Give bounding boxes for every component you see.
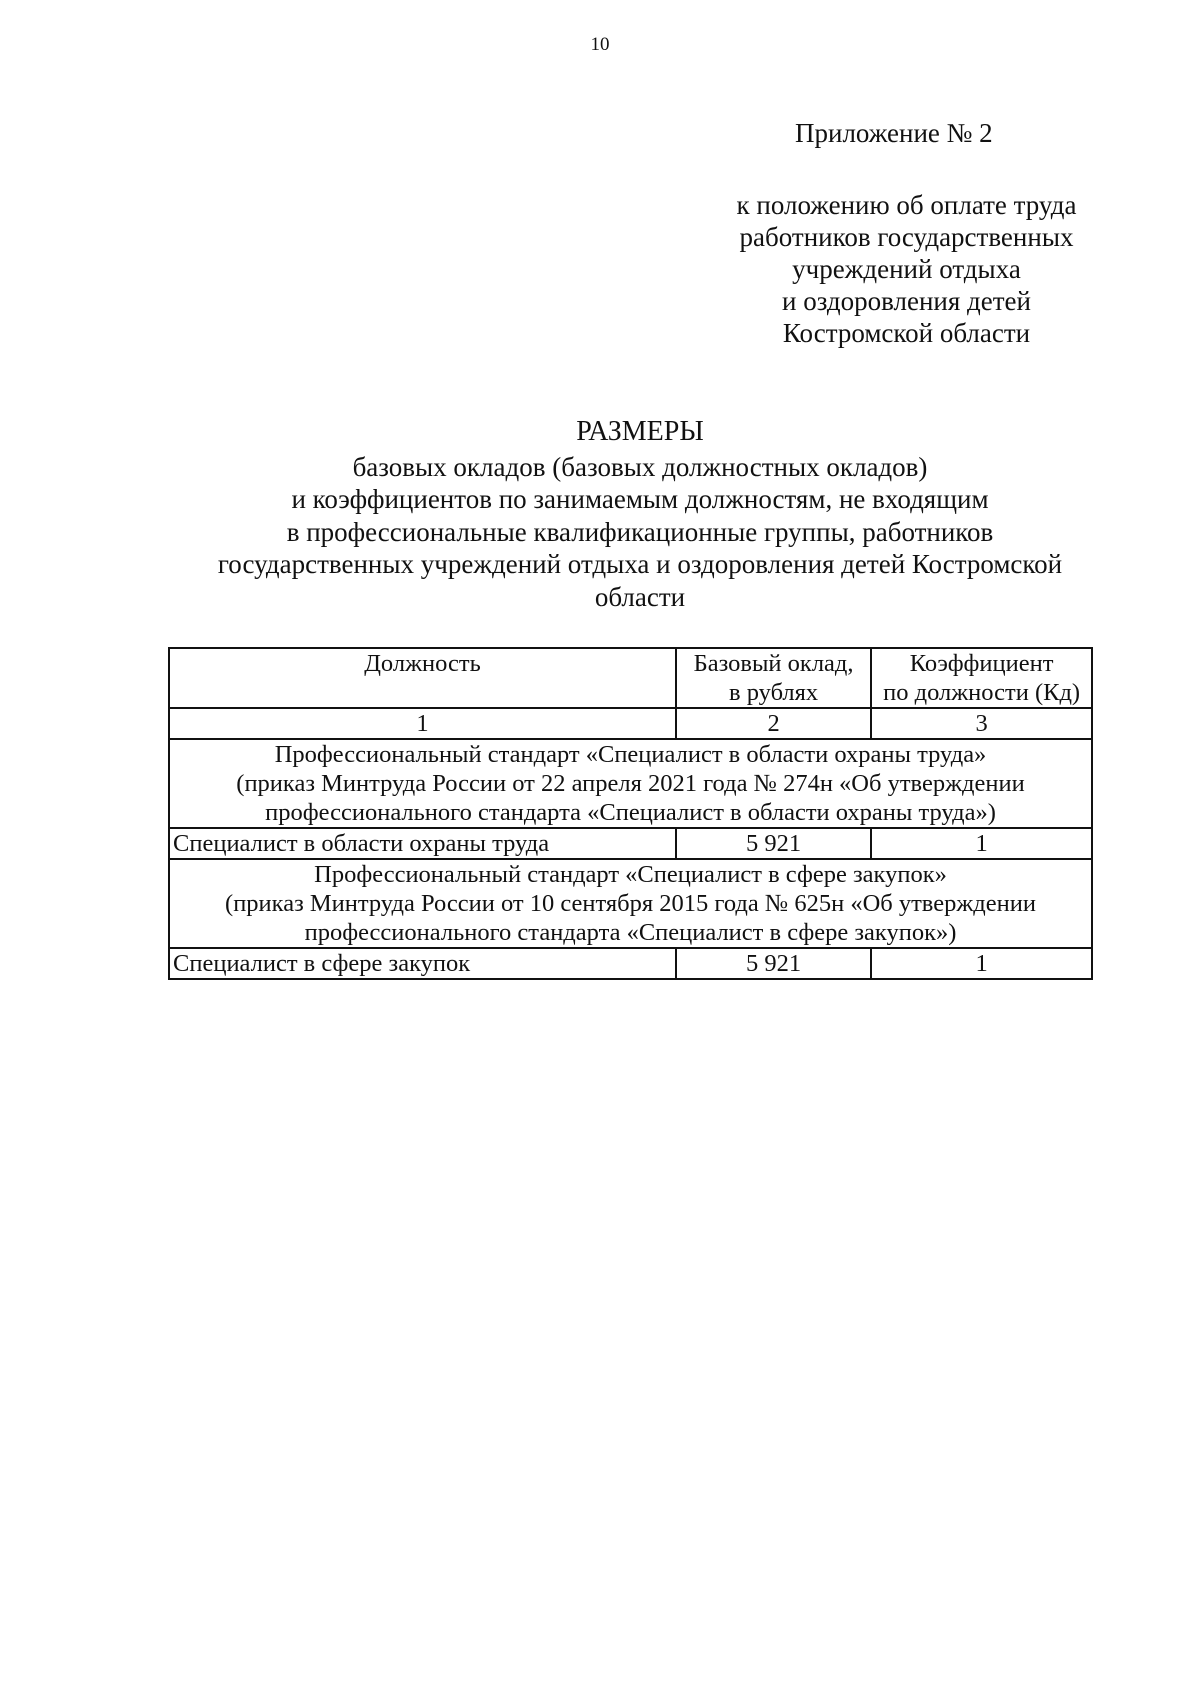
standard-line: профессионального стандарта «Специалист в области охраны труда») bbox=[265, 799, 996, 826]
coefficient-cell: 1 bbox=[871, 948, 1092, 979]
regulation-reference bbox=[714, 189, 1099, 349]
column-number: 3 bbox=[871, 708, 1092, 739]
standard-line: Профессиональный стандарт «Специалист в области охраны труда» bbox=[274, 741, 987, 768]
header-salary bbox=[676, 648, 871, 708]
salary-table bbox=[168, 647, 1093, 980]
table-header-row bbox=[169, 648, 1092, 708]
title-line: базовых окладов (базовых должностных окладов) bbox=[352, 451, 928, 482]
title-heading: РАЗМЕРЫ bbox=[576, 416, 704, 447]
header-salary-line: в рублях bbox=[729, 679, 819, 706]
regulation-reference-line: и оздоровления детей bbox=[782, 286, 1031, 316]
header-coefficient bbox=[871, 648, 1092, 708]
coefficient-cell: 1 bbox=[871, 828, 1092, 859]
regulation-reference-line: к положению об оплате труда bbox=[736, 190, 1077, 220]
position-cell: Специалист в области охраны труда bbox=[169, 828, 676, 859]
document-title bbox=[170, 416, 1110, 613]
table-row bbox=[169, 828, 1092, 859]
regulation-reference-line: Костромской области bbox=[782, 318, 1031, 348]
position-cell: Специалист в сфере закупок bbox=[169, 948, 676, 979]
regulation-reference-line: учреждений отдыха bbox=[792, 254, 1021, 284]
standard-line: профессионального стандарта «Специалист в сфере закупок») bbox=[304, 919, 957, 946]
title-line: государственных учреждений отдыха и оздоровления детей Костромской bbox=[217, 549, 1063, 579]
standard-line: (приказ Минтруда России от 22 апреля 2021 года № 274н «Об утверждении bbox=[236, 770, 1025, 797]
header-position-text: Должность bbox=[364, 650, 481, 677]
header-coefficient-line: Коэффициент bbox=[909, 650, 1054, 677]
salary-cell: 5 921 bbox=[676, 948, 871, 979]
table-row bbox=[169, 948, 1092, 979]
header-coefficient-line: по должности (Кд) bbox=[883, 679, 1081, 706]
column-number-row bbox=[169, 708, 1092, 739]
title-line: в профессиональные квалификационные группы, работников bbox=[286, 516, 994, 547]
standard-description bbox=[169, 739, 1092, 828]
section-header-row bbox=[169, 739, 1092, 828]
section-header-row bbox=[169, 859, 1092, 948]
column-number: 2 bbox=[676, 708, 871, 739]
title-line: области bbox=[594, 581, 686, 612]
header-salary-line: Базовый оклад, bbox=[693, 650, 854, 677]
column-number: 1 bbox=[169, 708, 676, 739]
regulation-reference-line: работников государственных bbox=[739, 222, 1074, 252]
appendix-label: Приложение № 2 bbox=[795, 118, 993, 148]
standard-line: Профессиональный стандарт «Специалист в сфере закупок» bbox=[314, 861, 947, 888]
header-position bbox=[169, 648, 676, 708]
page-number: 10 bbox=[590, 34, 610, 55]
salary-cell: 5 921 bbox=[676, 828, 871, 859]
standard-description bbox=[169, 859, 1092, 948]
title-line: и коэффициентов по занимаемым должностям, не входящим bbox=[291, 484, 989, 514]
standard-line: (приказ Минтруда России от 10 сентября 2015 года № 625н «Об утверждении bbox=[225, 890, 1036, 917]
